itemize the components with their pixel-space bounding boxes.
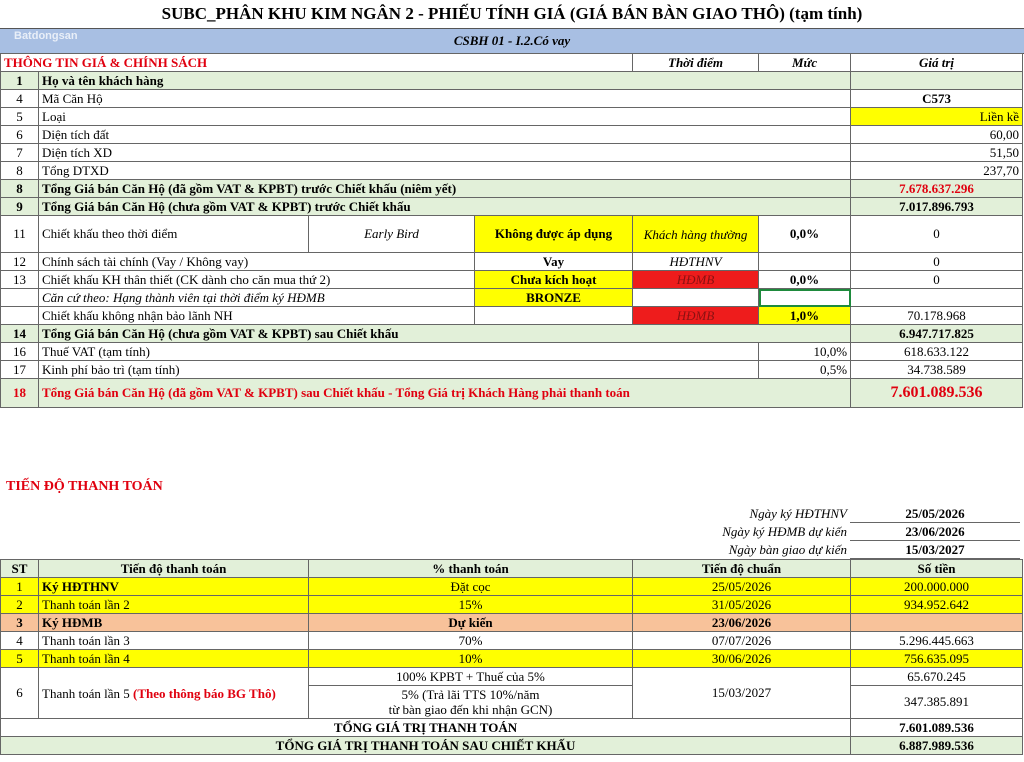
row-no: 11 [1, 216, 39, 253]
finance-policy-choice[interactable]: Vay [475, 253, 633, 271]
time-discount-status[interactable]: Không được áp dụng [475, 216, 633, 253]
table-row [1, 325, 1023, 343]
time-discount-value[interactable]: 0 [851, 216, 1023, 253]
date-label: Ngày bàn giao dự kiến [728, 541, 847, 557]
pricing-table [0, 53, 1023, 408]
membership-doc [633, 289, 759, 307]
pricing-section-title: THÔNG TIN GIÁ & CHÍNH SÁCH [1, 54, 633, 72]
row-no: 1 [1, 578, 39, 596]
no-bank-guarantee-doc: HĐMB [633, 307, 759, 325]
time-discount-label: Chiết khấu theo thời điểm [39, 216, 309, 253]
payment-label: Thanh toán lần 4 [39, 650, 309, 668]
pre-discount-price-label: Tổng Giá bán Căn Hộ (chưa gồm VAT & KPBT) trước Chiết khấu [39, 198, 851, 216]
table-row [1, 271, 1023, 289]
time-discount-rate[interactable]: 0,0% [759, 216, 851, 253]
payment-table [0, 559, 1023, 755]
payment-percent[interactable]: Dự kiến [309, 614, 633, 632]
table-row [1, 289, 1023, 307]
payment-percent-line: từ bàn giao đến khi nhận GCN) [388, 702, 553, 717]
customer-name-label: Họ và tên khách hàng [39, 72, 851, 90]
table-row [1, 253, 1023, 271]
total-after-value[interactable]: 6.887.989.536 [851, 737, 1023, 755]
row-no: 9 [1, 198, 39, 216]
grand-total-value[interactable]: 7.601.089.536 [851, 379, 1023, 408]
row-no: 4 [1, 632, 39, 650]
grand-total-label: Tổng Giá bán Căn Hộ (đã gồm VAT & KPBT) sau Chiết khấu - Tổng Giá trị Khách Hàng phải thanh toán [39, 379, 851, 408]
row-no: 2 [1, 596, 39, 614]
sheet-subtitle: CSBH 01 - I.2.Có vay [0, 28, 1024, 54]
row-no: 5 [1, 108, 39, 126]
date-label: Ngày ký HĐMB dự kiến [722, 523, 847, 539]
payment-amount[interactable]: 65.670.245 [851, 668, 1023, 686]
no-bank-guarantee-rate[interactable]: 1,0% [759, 307, 851, 325]
finance-policy-value[interactable]: 0 [851, 253, 1023, 271]
type-value[interactable]: Liền kề [851, 108, 1023, 126]
payment-percent[interactable] [309, 686, 633, 719]
loyalty-value[interactable]: 0 [851, 271, 1023, 289]
payment-label: Ký HĐMB [39, 614, 309, 632]
payment-amount[interactable]: 756.635.095 [851, 650, 1023, 668]
payment-percent[interactable]: 70% [309, 632, 633, 650]
total-after-label: TỔNG GIÁ TRỊ THANH TOÁN SAU CHIẾT KHẤU [1, 737, 851, 755]
maintenance-fee-label: Kinh phí bảo trì (tạm tính) [39, 361, 759, 379]
date-row [600, 523, 1020, 541]
early-bird-label: Early Bird [309, 216, 475, 253]
payment-date[interactable]: 30/06/2026 [633, 650, 851, 668]
build-area-value[interactable]: 51,50 [851, 144, 1023, 162]
listed-price-label: Tổng Giá bán Căn Hộ (đã gồm VAT & KPBT) trước Chiết khấu (niêm yết) [39, 180, 851, 198]
payment-amount[interactable]: 5.296.445.663 [851, 632, 1023, 650]
date-value[interactable]: 25/05/2026 [850, 505, 1020, 523]
table-row [1, 361, 1023, 379]
row-no: 8 [1, 162, 39, 180]
payment-amount[interactable]: 347.385.891 [851, 686, 1023, 719]
no-bank-guarantee-label: Chiết khấu không nhận bảo lãnh NH [39, 307, 475, 325]
finance-policy-doc: HĐTHNV [633, 253, 759, 271]
payment-date[interactable]: 25/05/2026 [633, 578, 851, 596]
loyalty-status[interactable]: Chưa kích hoạt [475, 271, 633, 289]
total-build-area-label: Tổng DTXD [39, 162, 851, 180]
row-no: 6 [1, 126, 39, 144]
land-area-value[interactable]: 60,00 [851, 126, 1023, 144]
payment-date[interactable]: 31/05/2026 [633, 596, 851, 614]
row-no: 4 [1, 90, 39, 108]
col-level-header: Mức [759, 54, 851, 72]
sheet-title: SUBC_PHÂN KHU KIM NGÂN 2 - PHIẾU TÍNH GIÁ (GIÁ BÁN BÀN GIAO THÔ) (tạm tính) [161, 4, 863, 23]
row-no: 17 [1, 361, 39, 379]
payment-date[interactable]: 23/06/2026 [633, 614, 851, 632]
watermark-logo: Batdongsan [14, 30, 78, 42]
table-row [1, 198, 1023, 216]
table-row [1, 90, 1023, 108]
row-no: 7 [1, 144, 39, 162]
row-no [1, 307, 39, 325]
membership-tier[interactable]: BRONZE [475, 289, 633, 307]
selected-cell[interactable] [759, 289, 851, 307]
membership-basis-label: Căn cứ theo: Hạng thành viên tại thời điểm ký HĐMB [39, 289, 475, 307]
date-value[interactable]: 15/03/2027 [850, 541, 1020, 559]
listed-price-value[interactable]: 7.678.637.296 [851, 180, 1023, 198]
table-row [1, 343, 1023, 361]
row-no: 8 [1, 180, 39, 198]
table-row [1, 180, 1023, 198]
table-row [1, 379, 1023, 408]
row-no [1, 289, 39, 307]
payment-percent[interactable]: Đặt cọc [309, 578, 633, 596]
payment-percent[interactable]: 100% KPBT + Thuế của 5% [309, 668, 633, 686]
finance-policy-rate[interactable] [759, 253, 851, 271]
payment-date[interactable]: 15/03/2027 [633, 668, 851, 719]
table-row [1, 650, 1023, 668]
total-build-area-value[interactable]: 237,70 [851, 162, 1023, 180]
total-after-row [1, 737, 1023, 755]
table-row [1, 668, 1023, 686]
no-bank-guarantee-blank [475, 307, 633, 325]
date-row [600, 541, 1020, 559]
payment-label-text: Thanh toán lần 5 [42, 685, 130, 701]
payment-percent[interactable]: 10% [309, 650, 633, 668]
payment-date[interactable]: 07/07/2026 [633, 632, 851, 650]
vat-value[interactable]: 618.633.122 [851, 343, 1023, 361]
payment-percent[interactable]: 15% [309, 596, 633, 614]
col-value-header: Giá trị [851, 54, 1023, 72]
loyalty-discount-label: Chiết khấu KH thân thiết (CK dành cho căn mua thứ 2) [39, 271, 475, 289]
payment-label: Thanh toán lần 3 [39, 632, 309, 650]
col-amount-header: Số tiền [851, 560, 1023, 578]
payment-header-row [1, 560, 1023, 578]
unit-code-label: Mã Căn Hộ [39, 90, 851, 108]
membership-value[interactable] [851, 289, 1023, 307]
customer-type[interactable]: Khách hàng thường [633, 216, 759, 253]
table-row [1, 108, 1023, 126]
date-row [600, 505, 1020, 523]
col-time-header: Thời điểm [633, 54, 759, 72]
row-no: 16 [1, 343, 39, 361]
vat-label: Thuế VAT (tạm tính) [39, 343, 759, 361]
payment-section-title: TIẾN ĐỘ THANH TOÁN [6, 479, 163, 494]
table-row [1, 144, 1023, 162]
payment-amount[interactable]: 934.952.642 [851, 596, 1023, 614]
type-label: Loại [39, 108, 851, 126]
payment-label-note: (Theo thông báo BG Thô) [132, 685, 276, 701]
col-progress-header: Tiến độ thanh toán [39, 560, 309, 578]
total-value[interactable]: 7.601.089.536 [851, 719, 1023, 737]
loyalty-rate[interactable]: 0,0% [759, 271, 851, 289]
date-value[interactable]: 23/06/2026 [850, 523, 1020, 541]
post-discount-price-label: Tổng Giá bán Căn Hộ (chưa gồm VAT & KPBT) sau Chiết khấu [39, 325, 851, 343]
row-no: 18 [1, 379, 39, 408]
row-no: 12 [1, 253, 39, 271]
pricing-header-row [1, 54, 1023, 72]
row-no: 6 [1, 668, 39, 719]
no-bank-guarantee-value[interactable]: 70.178.968 [851, 307, 1023, 325]
finance-policy-label: Chính sách tài chính (Vay / Không vay) [39, 253, 475, 271]
post-discount-price-value[interactable]: 6.947.717.825 [851, 325, 1023, 343]
row-no: 5 [1, 650, 39, 668]
row-no: 3 [1, 614, 39, 632]
date-label: Ngày ký HĐTHNV [749, 505, 847, 521]
col-st-header: ST [1, 560, 39, 578]
payment-label: Thanh toán lần 2 [39, 596, 309, 614]
row-no: 14 [1, 325, 39, 343]
table-row [1, 307, 1023, 325]
table-row [1, 126, 1023, 144]
payment-label: Ký HĐTHNV [39, 578, 309, 596]
payment-amount[interactable] [851, 614, 1023, 632]
vat-rate[interactable]: 10,0% [759, 343, 851, 361]
build-area-label: Diện tích XD [39, 144, 851, 162]
maintenance-fee-value[interactable]: 34.738.589 [851, 361, 1023, 379]
payment-percent-line: 5% (Trả lãi TTS 10%/năm [401, 687, 540, 702]
land-area-label: Diện tích đất [39, 126, 851, 144]
pre-discount-price-value[interactable]: 7.017.896.793 [851, 198, 1023, 216]
table-row [1, 596, 1023, 614]
col-percent-header: % thanh toán [309, 560, 633, 578]
table-row [1, 614, 1023, 632]
payment-amount[interactable]: 200.000.000 [851, 578, 1023, 596]
key-dates [600, 505, 1020, 559]
table-row [1, 72, 1023, 90]
table-row [1, 632, 1023, 650]
payment-label [39, 668, 309, 719]
customer-name-value[interactable] [851, 72, 1023, 90]
unit-code-value[interactable]: C573 [851, 90, 1023, 108]
total-row [1, 719, 1023, 737]
maintenance-fee-rate[interactable]: 0,5% [759, 361, 851, 379]
loyalty-doc: HĐMB [633, 271, 759, 289]
table-row [1, 216, 1023, 253]
table-row [1, 578, 1023, 596]
row-no: 13 [1, 271, 39, 289]
col-standard-header: Tiến độ chuẩn [633, 560, 851, 578]
table-row [1, 162, 1023, 180]
total-label: TỔNG GIÁ TRỊ THANH TOÁN [1, 719, 851, 737]
row-no: 1 [1, 72, 39, 90]
